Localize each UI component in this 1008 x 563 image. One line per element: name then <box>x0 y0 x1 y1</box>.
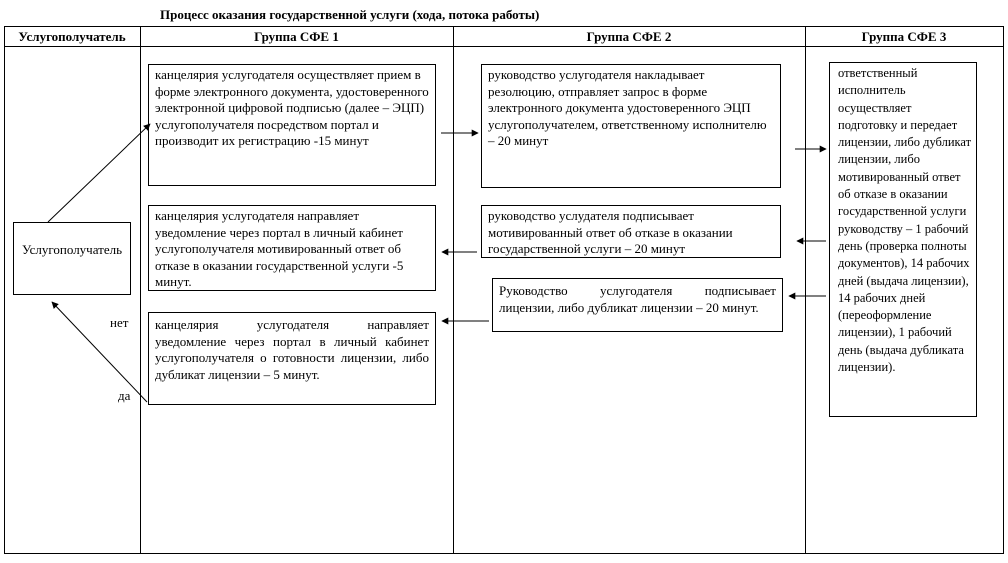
sfe3-executor-box: ответственный исполнитель осуществляет подготовку и передает лицензии, либо дубликат лицензии, либо мотивированный ответ об отказе в оказании государственной услуги руководству – 1 рабочий день (проверка полноты документов), 14 рабочих дней (выдача лицензии), 14 рабочих дней (переоформление лицензии), 1 рабочий день (выдача дубликата лицензии). <box>829 62 977 417</box>
column-header-sfe1: Группа СФЕ 1 <box>254 29 339 44</box>
sfe1-refusal-notice-box: канцелярия услугодателя направляет уведомление через портал в личный кабинет услугополучателя мотивированный ответ об отказе в оказании государственной услуги -5 минут. <box>148 205 436 291</box>
sfe1-reception-box: канцелярия услугодателя осуществляет прием в форме электронного документа, удостоверенного электронной цифровой подписью (далее – ЭЦП) услугополучателя посредством портал и производит их регистрацию -15 минут <box>148 64 436 186</box>
label-yes: да <box>118 388 131 403</box>
sfe2-license-sign-box: Руководство услугодателя подписывает лицензии, либо дубликат лицензии – 20 минут. <box>492 278 783 332</box>
diagram-title: Процесс оказания государственной услуги (хода, потока работы) <box>160 7 540 22</box>
client-box: Услугополучатель <box>13 222 131 295</box>
column-header-sfe2: Группа СФЕ 2 <box>586 29 672 44</box>
column-header-client: Услугополучатель <box>18 29 126 44</box>
sfe1-license-ready-box: канцелярия услугодателя направляет уведомление через портал в личный кабинет услугополучателя о готовности лицензии, либо дубликат лицензии – 5 минут. <box>148 312 436 405</box>
column-header-sfe3: Группа СФЕ 3 <box>861 29 947 44</box>
sfe2-resolution-box: руководство услугодателя накладывает резолюцию, отправляет запрос в форме электронного документа удостоверенного ЭЦП услугополучателем, ответственному исполнителю – 20 минут <box>481 64 781 188</box>
arrow-client-to-reception <box>48 124 150 222</box>
arrow-ready-notice-to-client <box>52 302 147 402</box>
label-no: нет <box>110 315 129 330</box>
sfe2-refusal-sign-box: руководство услудателя подписывает мотивированный ответ об отказе в оказании государственной услуги – 20 минут <box>481 205 781 258</box>
